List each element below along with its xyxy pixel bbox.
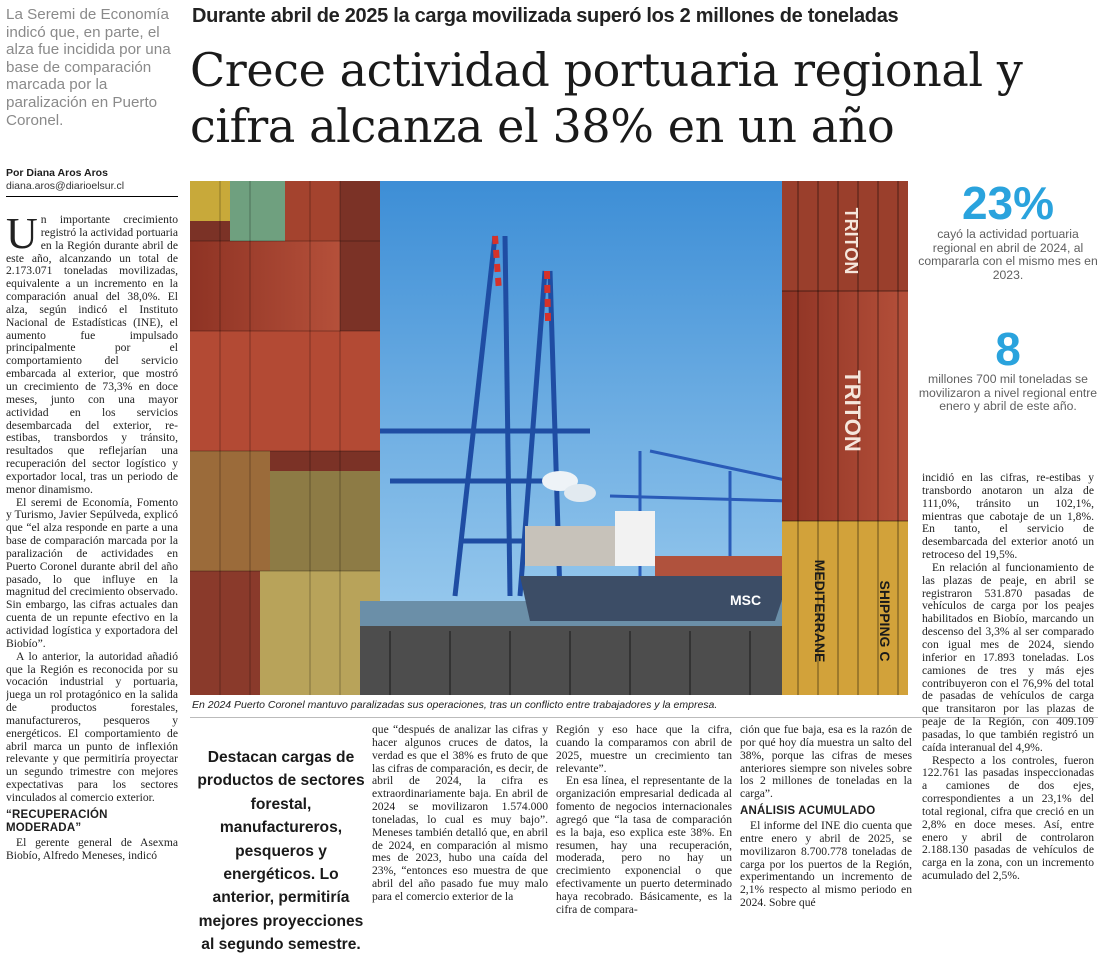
stat-value-2: 8 xyxy=(995,323,1021,375)
byline xyxy=(6,167,178,193)
article-column-3 xyxy=(372,724,548,940)
col6-paragraph-1: incidió en las cifras, re-estibas y transbordo anotaron un alza de 111,0%, tránsito un 102,1%, mientras que cabotaje de un 1,8%. En tanto, el servicio de desembarcada del exterior anotó un retroceso del 19,5%. xyxy=(922,472,1094,562)
drop-cap: U xyxy=(6,214,38,258)
headline-line-2: cifra alcanza el 38% en un año xyxy=(190,99,895,153)
port-photo-illustration xyxy=(190,181,908,695)
container-label-4: SHIPPING C xyxy=(877,580,893,662)
col3-paragraph: que “después de analizar las cifras y hacer algunos cruces de datos, la verdad es que el 38% es fruto de que las cifras de comparación, es decir, de abril de 2024, la cifra es extraordinariamente baja. En abril de 2024 se movilizaron 1.574.000 toneladas, lo cual es muy bajo”. Meneses también detalló que, en abril de 2024, en comparación al mismo mes de 2023, hubo una caída del 23%, “entonces eso muestra de que abril del año pasado fue muy malo para el comercio exterior de la xyxy=(372,724,548,903)
col1-paragraph-1: n importante crecimiento registró la actividad portuaria en la Región durante abril de este año, alcanzando un total de 2.173.071 toneladas movilizadas, equivalente a un incremento en la comparación anual del 38,0%. El alza, según indicó el Instituto Nacional de Estadísticas (INE), el aumento fue impulsado principalmente por el comportamiento del servicio embarcada al exterior, que mostró un crecimiento de 73,3% en doce meses, junto con una mayor actividad en los servicios desembarcada del exterior, re-estibas, transbordos y tránsito, resultados que reflejarían una recuperación del sector logístico y exportador local, tras un periodo de menor dinamismo. xyxy=(6,214,178,496)
container-label-2: TRITON xyxy=(840,370,865,452)
col1-paragraph-2: El seremi de Economía, Fomento y Turismo, Javier Sepúlveda, explicó que “el alza responde en parte a una base de comparación marcada por la paralización de actividades en Puerto Coronel durante abril del año pasado, lo que influye en la magnitud del crecimiento observado. Sin embargo, las cifras actuales dan cuenta de un repunte efectivo en la actividad logística y exportadora del Biobío”. xyxy=(6,495,178,650)
stat-block-1 xyxy=(918,178,1098,282)
article-column-4 xyxy=(556,724,732,940)
article-column-1 xyxy=(6,214,178,942)
col5-paragraph-2: El informe del INE dio cuenta que entre enero y abril de 2025, se movilizaron 8.700.778 toneladas de carga por los puertos de la Región, experimentando un incremento de 2,1% respecto al mismo periodo en 2024. Sobre qué xyxy=(740,819,912,910)
headline-line-1: Crece actividad portuaria regional y xyxy=(190,43,1023,97)
left-container-stack xyxy=(190,181,380,695)
article-column-6 xyxy=(922,472,1094,940)
kicker: Durante abril de 2025 la carga movilizada superó los 2 millones de toneladas xyxy=(192,5,899,27)
port-photo xyxy=(190,181,908,695)
photo-caption: En 2024 Puerto Coronel mantuvo paralizadas sus operaciones, tras un conflicto entre trabajadores y la empresa. xyxy=(192,699,718,711)
col6-paragraph-2: En relación al funcionamiento de las plazas de peaje, en abril se registraron 531.870 pasadas de vehículos de carga por los peajes habilitados en Biobío, marcando un descenso del 3,3% al ser comparado con igual mes de 2024, siendo inferior en 17.893 toneladas. Los camiones de tres y más ejes contribuyeron con el 76,9% del total de pasadas de vehículos de carga que transitaron por las plazas de peaje de la Región, con 409.109 pasadas, lo que también registró un caída interanual del 4,9%. xyxy=(922,560,1094,754)
stat-block-2 xyxy=(918,325,1098,414)
byline-email: diana.aros@diarioelsur.cl xyxy=(6,180,125,192)
col6-paragraph-3: Respecto a los controles, fueron 122.761 las pasadas inspeccionadas a camiones de dos ejes, correspondientes a un 23,1% del total regional, cifra que creció en un 2,8% en doce meses. Así, entre enero y abril de controlaron 2.188.130 pasadas de vehículos de carga en la zona, con un incremento acumulado del 2,5%. xyxy=(922,753,1094,883)
col5-paragraph-1: ción que fue baja, esa es la razón de por qué hoy día muestra un salto del 38%, porque las cifras de meses anteriores siempre son niveles sobre los 2 millones de toneladas en la carga”. xyxy=(740,724,912,801)
sidebar-quote: La Seremi de Economía indicó que, en parte, el alza fue incidida por una base de comparación marcada por la paralización en Puerto Coronel. xyxy=(6,6,171,129)
col4-paragraph-2: En esa línea, el representante de la organización empresarial dedicada al fomento de negocios internacionales agregó que “la tasa de comparación es la baja, eso explica este 38%. En resumen, hay una recuperación, moderada, pero no hay un crecimiento exponencial o que efectivamente un puerto determinado haya recobrado. Básicamente, es la cifra de compara- xyxy=(556,774,732,916)
subhead-analisis: ANÁLISIS ACUMULADO xyxy=(740,805,876,818)
pull-quote: Destacan cargas de productos de sectores forestal, manufactureros, pesqueros y energéticos. Lo anterior, permitiría mejores proyecciones al segundo semestre. xyxy=(197,749,365,954)
byline-author: Por Diana Aros Aros xyxy=(6,167,108,179)
container-label-1: TRITON xyxy=(841,207,861,275)
col1-paragraph-4: El gerente general de Asexma Biobío, Alfredo Meneses, indicó xyxy=(6,835,178,862)
col1-paragraph-3: A lo anterior, la autoridad añadió que la Región es reconocida por su vocación industrial y portuaria, juega un rol protagónico en la salida de productos forestales, manufactureros, pesqueros y energéticos. El comportamiento de abril marca un punto de inflexión relevante y que permitiría proyectar un segundo trimestre con mejores expectativas para los sectores vinculados al comercio exterior. xyxy=(6,649,178,804)
stat-text-2: millones 700 mil toneladas se movilizaron a nivel regional entre enero y abril de este año. xyxy=(918,372,1098,413)
byline-rule xyxy=(6,196,178,197)
article-column-5 xyxy=(740,724,912,940)
container-label-3: MEDITERRANE xyxy=(812,559,828,663)
col4-paragraph-1: Región y eso hace que la cifra, cuando la comparamos con abril de 2025, muestre un crecimiento tan relevante”. xyxy=(556,724,732,775)
headline xyxy=(190,42,1090,154)
subhead-recuperacion: “RECUPERACIÓN MODERADA” xyxy=(6,808,108,834)
stat-text-1: cayó la actividad portuaria regional en abril de 2024, al compararla con el mismo mes en 2023. xyxy=(918,227,1098,282)
ship-label: MSC xyxy=(730,592,762,608)
stat-value-1: 23% xyxy=(961,177,1055,229)
right-container-stack xyxy=(782,181,908,695)
